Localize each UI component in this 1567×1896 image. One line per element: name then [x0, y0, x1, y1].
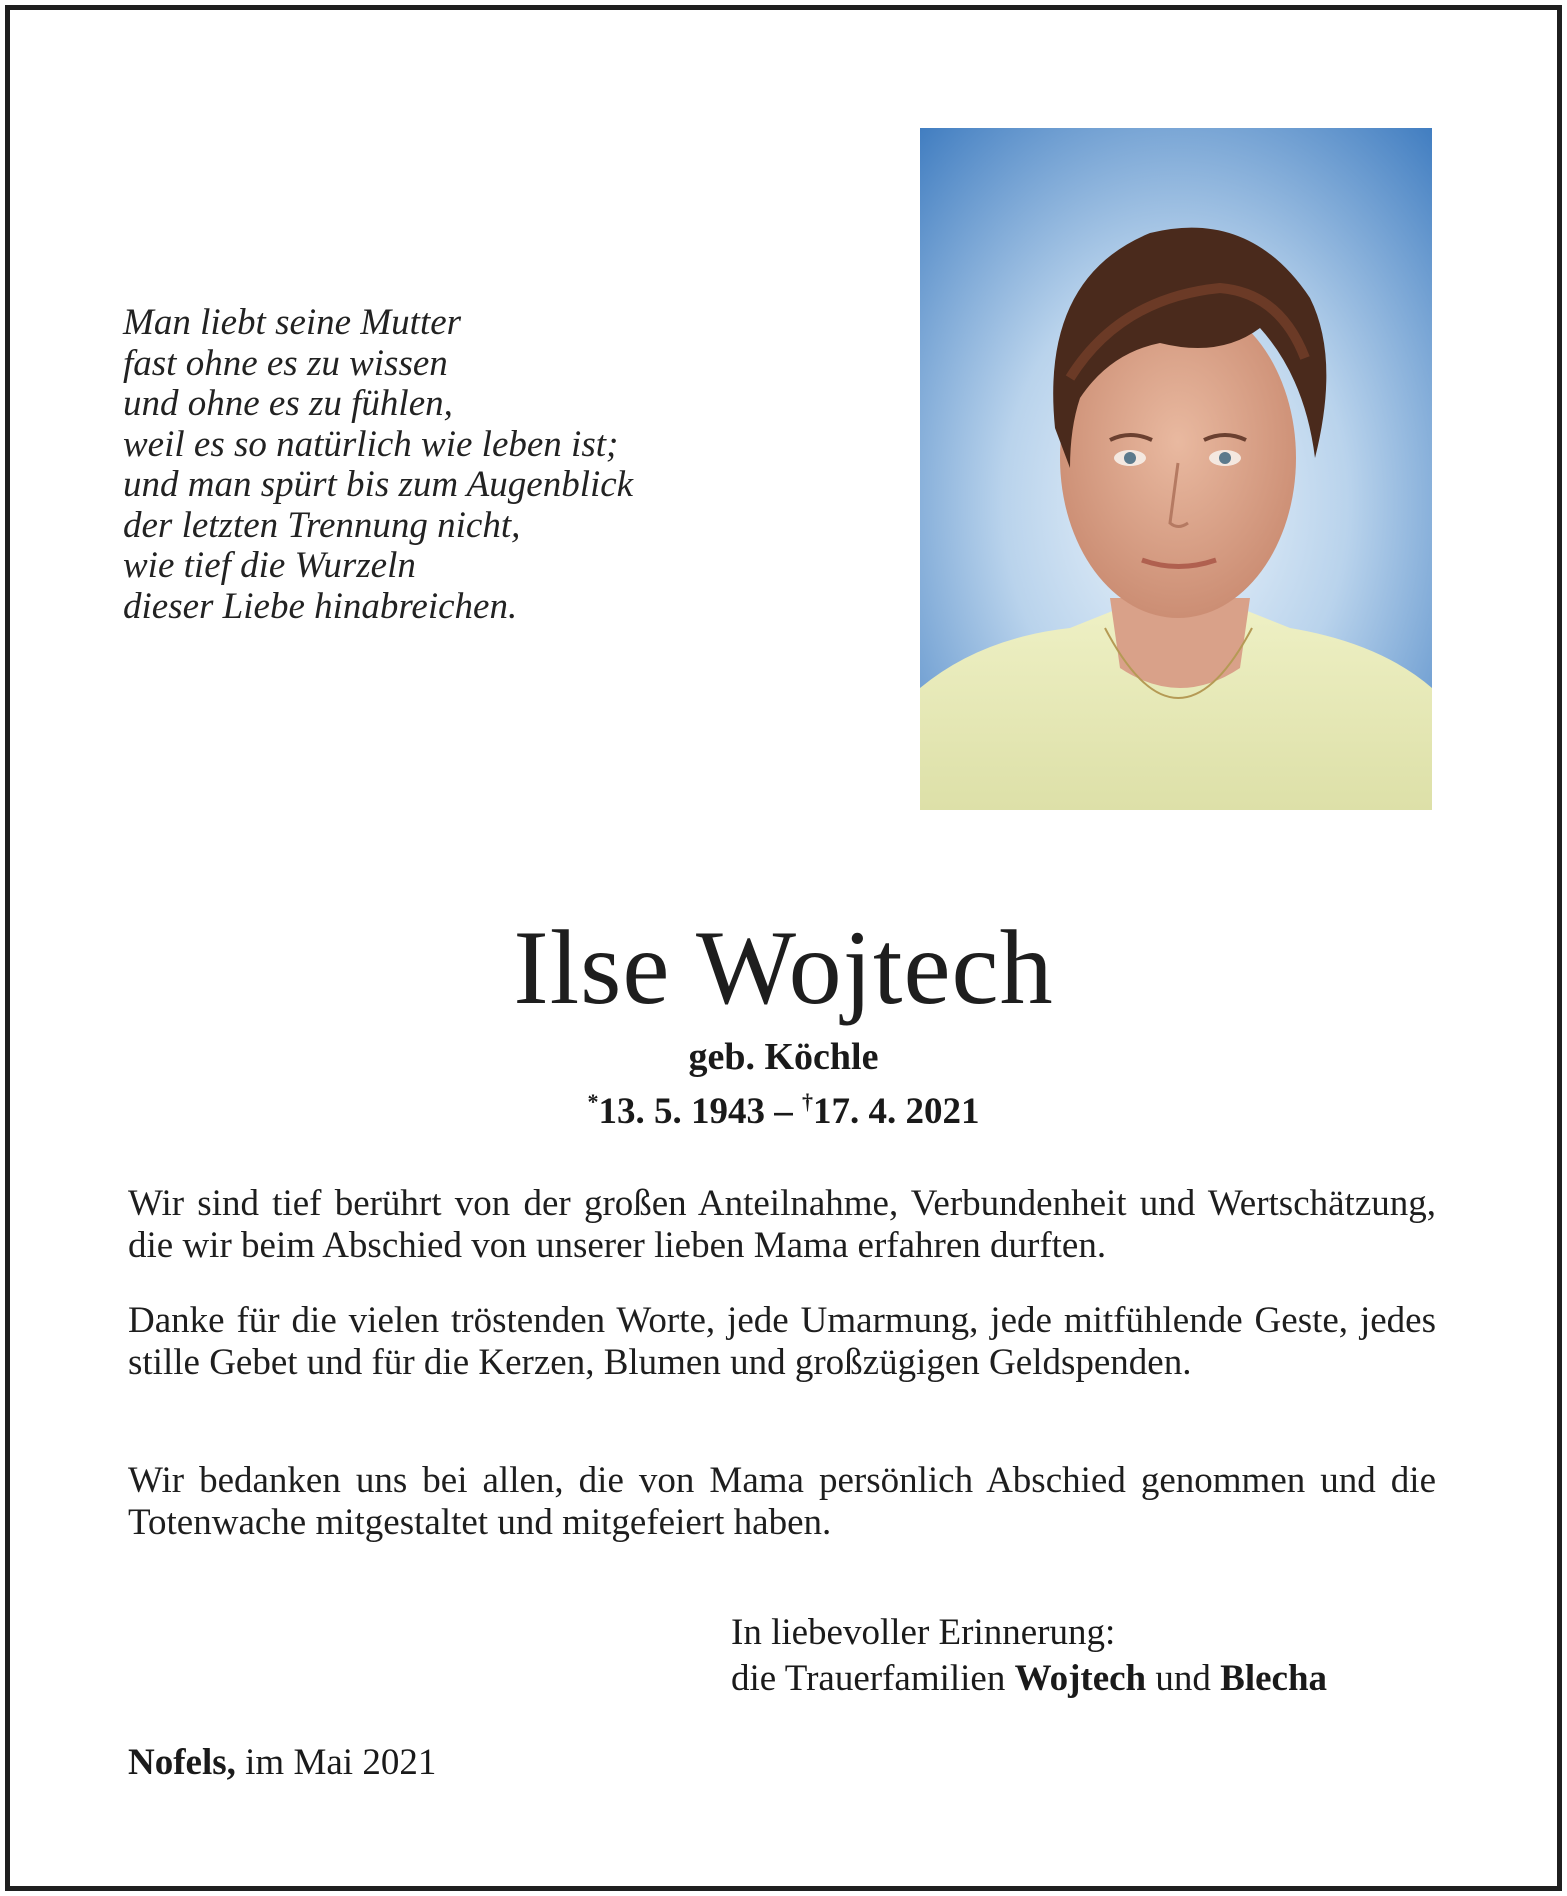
- family-name-2: Blecha: [1220, 1658, 1328, 1699]
- family-name-1: Wojtech: [1014, 1658, 1147, 1699]
- thanks-paragraph-2: Danke für die vielen tröstenden Worte, jede Umarmung, jede mitfühlende Geste, jedes stille Gebet und für die Kerzen, Blumen und großzügigen Geldspenden.: [128, 1300, 1436, 1383]
- deceased-name: Ilse Wojtech: [513, 909, 1054, 1026]
- families-line: [731, 1656, 1327, 1702]
- place-date: [128, 1741, 436, 1785]
- closing-signature: [731, 1610, 1327, 1702]
- portrait-illustration: [920, 128, 1432, 810]
- portrait-photo: [920, 128, 1432, 810]
- poem-line: weil es so natürlich wie leben ist;: [123, 423, 619, 465]
- closing-line: In liebevoller Erinnerung:: [731, 1612, 1116, 1653]
- families-prefix: die Trauerfamilien: [731, 1658, 1015, 1699]
- date: im Mai 2021: [235, 1742, 437, 1783]
- thanks-paragraph-1: Wir sind tief berührt von der großen Anteilnahme, Verbundenheit und Wertschätzung, die wir beim Abschied von unserer lieben Mama erfahren durften.: [128, 1183, 1436, 1266]
- poem-line: der letzten Trennung nicht,: [123, 504, 521, 546]
- place: Nofels,: [128, 1742, 236, 1783]
- poem-line: fast ohne es zu wissen: [123, 342, 448, 384]
- families-conjunction: und: [1146, 1658, 1221, 1699]
- date-dash: –: [765, 1091, 802, 1132]
- poem-line: dieser Liebe hinabreichen.: [123, 585, 518, 627]
- life-dates: [0, 1080, 1567, 1134]
- birth-symbol: *: [587, 1089, 599, 1114]
- death-symbol: †: [802, 1089, 813, 1114]
- poem: [123, 303, 733, 627]
- death-date: 17. 4. 2021: [813, 1091, 980, 1132]
- poem-line: und ohne es zu fühlen,: [123, 383, 453, 424]
- poem-line: und man spürt bis zum Augenblick: [123, 464, 634, 505]
- poem-line: Man liebt seine Mutter: [123, 302, 462, 343]
- poem-line: wie tief die Wurzeln: [123, 545, 416, 586]
- birth-name: geb. Köchle: [688, 1036, 879, 1078]
- birth-date: 13. 5. 1943: [598, 1091, 765, 1132]
- thanks-paragraph-3: Wir bedanken uns bei allen, die von Mama persönlich Abschied genommen und die Totenwache mitgestaltet und mitgefeiert haben.: [128, 1460, 1436, 1543]
